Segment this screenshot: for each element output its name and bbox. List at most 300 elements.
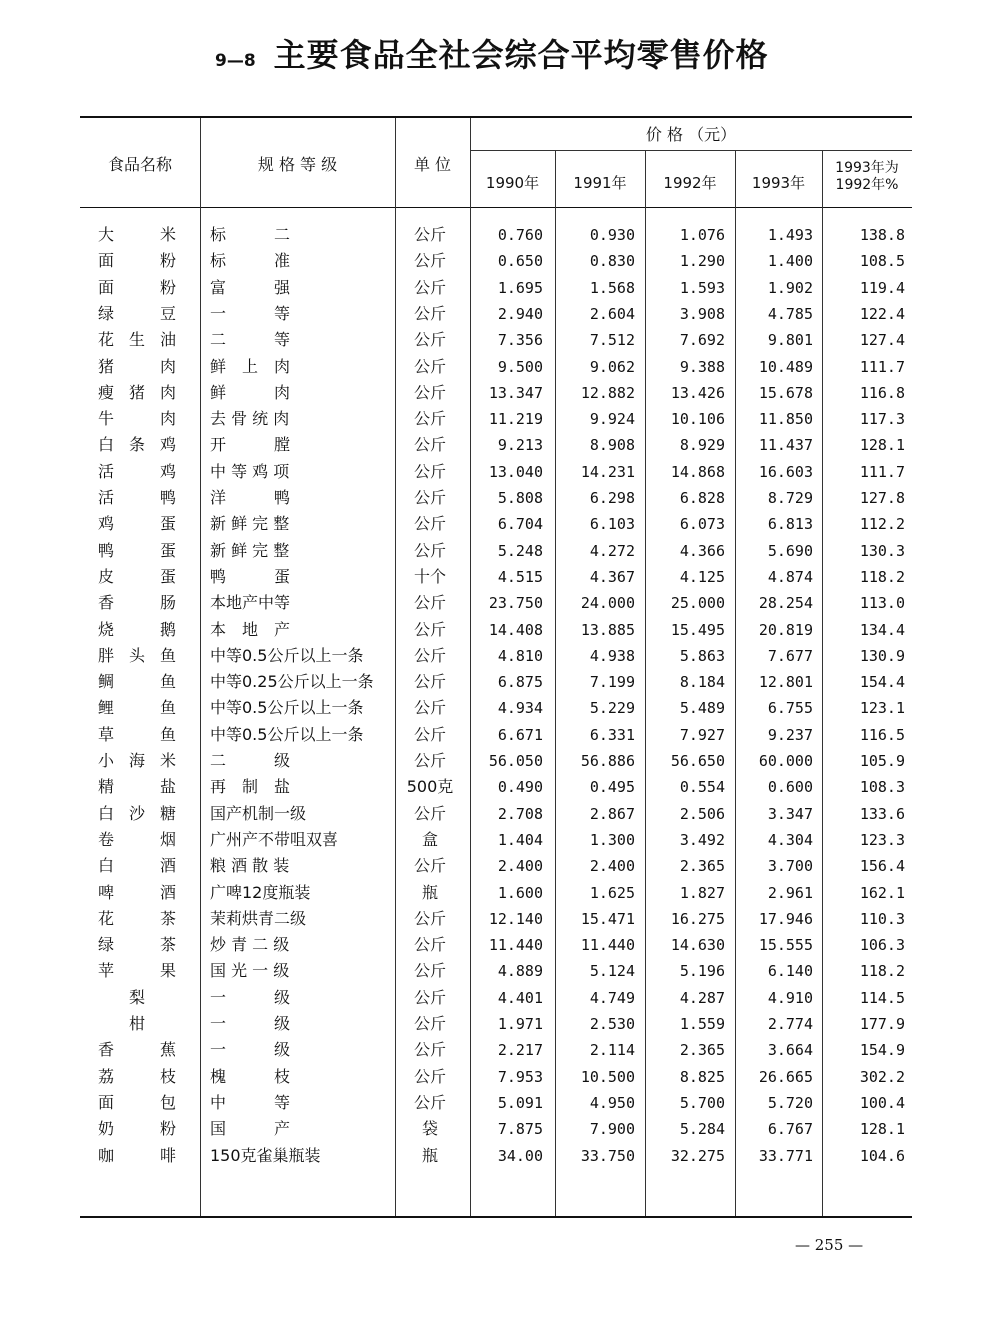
unit-cell: 公斤 [413,856,446,876]
food-name-cell: 卷 烟 [98,829,176,849]
price-1993-cell: 5.690 [767,541,813,560]
spec-cell: 标 二 [210,225,291,244]
ratio-cell: 130.9 [859,646,905,665]
table-title [215,30,835,80]
ratio-cell: 123.1 [859,699,905,718]
ratio-cell: 154.9 [859,1041,905,1060]
table-row [80,801,912,827]
price-1990-cell: 0.760 [497,226,543,244]
unit-cell: 公斤 [413,698,446,718]
price-1990-cell: 14.408 [488,620,543,639]
table-row [80,774,912,800]
price-1992-cell: 0.554 [679,778,725,797]
price-1991-cell: 24.000 [580,594,635,613]
price-1992-cell: 14.868 [670,462,725,481]
price-1993-cell: 8.729 [767,489,813,507]
ratio-cell: 119.4 [859,278,905,297]
price-1990-cell: 11.219 [488,410,543,429]
spec-cell: 洋 鸭 [210,488,291,507]
unit-cell: 公斤 [413,435,446,455]
price-1990-cell: 1.695 [497,278,543,297]
price-1993-cell: 9.801 [767,331,813,350]
food-name-cell: 草 鱼 [98,724,176,744]
table-row [80,354,912,380]
price-1992-cell: 3.908 [679,304,725,323]
food-name-cell: 皮 蛋 [98,566,176,586]
unit-cell: 公斤 [413,330,446,350]
price-1993-cell: 3.700 [767,857,813,876]
price-1991-cell: 8.908 [589,436,635,455]
price-1991-cell: 10.500 [580,1067,635,1086]
ratio-cell: 177.9 [859,1015,905,1033]
unit-cell: 公斤 [413,303,446,323]
food-name-cell: 大 米 [98,225,176,244]
ratio-cell: 116.5 [859,725,905,744]
table-row [80,853,912,879]
price-1991-cell: 2.400 [589,857,635,876]
top-rule [80,116,912,118]
ratio-cell: 110.3 [859,909,905,928]
price-1992-cell: 7.927 [679,725,725,744]
unit-cell: 公斤 [413,908,446,928]
spec-cell: 新 鲜 完 整 [210,540,290,560]
food-name-cell: 精 盐 [98,777,176,797]
table-row [80,958,912,984]
unit-cell: 公斤 [413,382,446,402]
spec-cell: 国产机制一级 [210,803,307,823]
price-1991-cell: 11.440 [580,936,635,955]
price-1993-cell: 28.254 [758,594,813,613]
ratio-cell: 112.2 [859,515,905,534]
ratio-cell: 117.3 [859,410,905,429]
ratio-cell: 128.1 [859,436,905,455]
table-row [80,301,912,327]
table-row [80,722,912,748]
unit-cell: 公斤 [413,225,446,244]
spec-cell: 槐 枝 [210,1066,291,1086]
price-1993-cell: 16.603 [758,462,813,481]
price-1992-cell: 2.365 [679,1041,725,1060]
price-1992-cell: 5.489 [679,699,725,718]
spec-cell: 鲜 上 肉 [210,356,291,376]
table-row [80,748,912,774]
spec-cell: 去 骨 统 肉 [210,409,290,429]
ratio-cell: 104.6 [859,1146,905,1165]
price-1990-cell: 0.650 [497,252,543,271]
food-name-cell: 白 条 鸡 [98,435,176,455]
food-name-cell: 胖 头 鱼 [98,645,176,665]
spec-cell: 中 等 [210,1092,291,1112]
ratio-cell: 130.3 [859,541,905,560]
table-row [80,1143,912,1169]
ratio-cell: 128.1 [859,1120,905,1139]
table-row [80,827,912,853]
price-1991-cell: 4.938 [589,646,635,665]
spec-cell: 本地产中等 [210,593,291,613]
food-name-cell: 白 酒 [98,856,176,876]
food-name-cell: 花 生 油 [98,330,176,350]
header-spec: 规 格 等 级 [257,155,338,174]
price-1991-cell: 0.930 [589,226,635,244]
price-1990-cell: 5.808 [497,489,543,507]
price-1993-cell: 3.664 [767,1041,813,1060]
header-rule [80,207,912,208]
food-name-cell: 活 鸭 [98,488,176,507]
table-row [80,459,912,485]
header-ratio-line1: 1993年为 [835,160,899,176]
table-row [80,380,912,406]
spec-cell: 富 强 [210,277,291,297]
price-1993-cell: 5.720 [767,1093,813,1112]
ratio-cell: 116.8 [859,383,905,402]
title-text: 主要食品全社会综合平均零售价格 [273,36,769,74]
table-row [80,1116,912,1142]
price-1992-cell: 3.492 [679,830,725,849]
food-name-cell: 小 海 米 [98,751,176,770]
food-name-cell: 牛 肉 [98,409,176,429]
unit-cell: 公斤 [413,803,446,823]
price-1990-cell: 9.213 [497,436,543,455]
ratio-cell: 156.4 [859,857,905,876]
price-1993-cell: 33.771 [758,1146,813,1165]
price-1990-cell: 4.934 [497,699,543,718]
price-1990-cell: 6.704 [497,515,543,534]
food-name-cell: 烧 鹅 [98,619,176,639]
price-1993-cell: 11.437 [758,436,813,455]
food-name-cell: 白 沙 糖 [98,803,176,823]
unit-cell: 公斤 [413,356,446,376]
price-1991-cell: 12.882 [580,383,635,402]
price-1992-cell: 1.559 [679,1015,725,1033]
spec-cell: 一 级 [210,987,291,1007]
spec-cell: 中等0.5公斤以上一条 [210,724,364,744]
price-1991-cell: 6.331 [589,725,635,744]
price-1992-cell: 1.827 [679,883,725,902]
food-name-cell: 奶 粉 [98,1119,176,1139]
unit-cell: 500克 [406,777,454,797]
table-row [80,327,912,353]
price-1992-cell: 8.184 [679,673,725,692]
ratio-cell: 114.5 [859,988,905,1007]
price-1990-cell: 13.347 [488,383,543,402]
price-1993-cell: 0.600 [767,778,813,797]
food-name-cell: 绿 豆 [98,303,176,323]
spec-cell: 一 级 [210,1014,291,1033]
price-1991-cell: 0.830 [589,252,635,271]
unit-cell: 公斤 [413,461,446,481]
spec-cell: 再 制 盐 [210,777,291,797]
price-1991-cell: 9.062 [589,357,635,376]
unit-cell: 公斤 [413,672,446,692]
price-1991-cell: 56.886 [580,752,635,770]
price-1991-cell: 7.900 [589,1120,635,1139]
food-name-cell: 面 包 [98,1092,176,1112]
price-1990-cell: 4.401 [497,988,543,1007]
price-1992-cell: 4.125 [679,567,725,586]
unit-cell: 公斤 [413,935,446,955]
unit-cell: 公斤 [413,1066,446,1086]
price-sub-rule [470,150,912,151]
price-1990-cell: 2.400 [497,857,543,876]
page-number: — 255 — [795,1236,864,1254]
ratio-cell: 154.4 [859,673,905,692]
header-1993: 1993年 [751,174,806,192]
ratio-cell: 127.4 [859,331,905,350]
table-number: 9—8 [215,51,256,71]
unit-cell: 袋 [421,1119,438,1139]
price-1993-cell: 1.400 [767,252,813,271]
price-1992-cell: 1.290 [679,252,725,271]
price-1990-cell: 2.708 [497,804,543,823]
table-row [80,1037,912,1063]
header-1991: 1991年 [573,174,627,192]
price-1993-cell: 6.767 [767,1120,813,1139]
price-1991-cell: 2.114 [589,1041,635,1060]
unit-cell: 公斤 [413,514,446,534]
table-row [80,275,912,301]
price-1991-cell: 4.272 [589,541,635,560]
price-1993-cell: 4.785 [767,304,813,323]
table-row [80,511,912,537]
price-1991-cell: 4.367 [589,567,635,586]
price-1993-cell: 6.813 [767,515,813,534]
table-row [80,1011,912,1037]
unit-cell: 公斤 [413,1014,446,1033]
food-name-cell: 瘦 猪 肉 [98,382,176,402]
unit-cell: 十个 [413,566,446,586]
spec-cell: 茉莉烘青二级 [210,908,307,928]
price-1992-cell: 8.929 [679,436,725,455]
ratio-cell: 123.3 [859,830,905,849]
price-1992-cell: 7.692 [679,331,725,350]
price-1991-cell: 2.604 [589,304,635,323]
price-1992-cell: 1.593 [679,278,725,297]
unit-cell: 公斤 [413,593,446,613]
header-ratio-line2: 1992年% [835,177,899,193]
food-name-cell: 香 蕉 [98,1040,176,1060]
header-ratio [822,160,912,194]
price-1990-cell: 4.889 [497,962,543,981]
ratio-cell: 106.3 [859,936,905,955]
price-1990-cell: 1.600 [497,883,543,902]
unit-cell: 盒 [421,829,438,849]
spec-cell: 中等0.5公斤以上一条 [210,645,364,665]
price-1992-cell: 5.863 [679,646,725,665]
price-1991-cell: 1.300 [589,830,635,849]
price-1991-cell: 1.568 [589,278,635,297]
price-1993-cell: 10.489 [758,357,813,376]
food-name-cell: 啤 酒 [98,882,176,902]
food-name-cell: 荔 枝 [98,1066,176,1086]
price-1990-cell: 0.490 [497,778,543,797]
table-row [80,1090,912,1116]
food-name-cell: 绿 茶 [98,935,176,955]
price-1991-cell: 4.950 [589,1093,635,1112]
price-1992-cell: 9.388 [679,357,725,376]
price-1991-cell: 6.103 [589,515,635,534]
spec-cell: 二 等 [210,330,291,350]
ratio-cell: 105.9 [859,752,905,770]
unit-cell: 公斤 [413,409,446,429]
price-1990-cell: 34.00 [497,1146,543,1165]
ratio-cell: 111.7 [859,462,905,481]
food-name-cell: 面 粉 [98,251,176,271]
unit-cell: 公斤 [413,540,446,560]
unit-cell: 公斤 [413,619,446,639]
price-1992-cell: 4.287 [679,988,725,1007]
ratio-cell: 302.2 [859,1067,905,1086]
price-1992-cell: 5.196 [679,962,725,981]
ratio-cell: 138.8 [859,226,905,244]
ratio-cell: 133.6 [859,804,905,823]
unit-cell: 公斤 [413,751,446,770]
spec-cell: 中 等 鸡 项 [210,461,290,481]
price-1991-cell: 15.471 [580,909,635,928]
price-1992-cell: 6.828 [679,489,725,507]
unit-cell: 公斤 [413,488,446,507]
price-1991-cell: 13.885 [580,620,635,639]
price-1992-cell: 4.366 [679,541,725,560]
table-row [80,985,912,1011]
spec-cell: 新 鲜 完 整 [210,514,290,534]
unit-cell: 公斤 [413,987,446,1007]
price-1993-cell: 6.140 [767,962,813,981]
table-row [80,432,912,458]
ratio-cell: 108.5 [859,252,905,271]
price-1993-cell: 11.850 [758,410,813,429]
price-1991-cell: 9.924 [589,410,635,429]
price-1992-cell: 32.275 [670,1146,725,1165]
price-1992-cell: 2.365 [679,857,725,876]
price-1991-cell: 0.495 [589,778,635,797]
price-1992-cell: 25.000 [670,594,725,613]
table-row [80,695,912,721]
ratio-cell: 113.0 [859,594,905,613]
price-1993-cell: 20.819 [758,620,813,639]
price-1992-cell: 56.650 [670,752,725,770]
price-1993-cell: 17.946 [758,909,813,928]
price-1992-cell: 14.630 [670,936,725,955]
ratio-cell: 100.4 [859,1093,905,1112]
table-row [80,1064,912,1090]
unit-cell: 公斤 [413,961,446,981]
price-1993-cell: 12.801 [758,673,813,692]
spec-cell: 中等0.25公斤以上一条 [210,672,374,692]
price-1992-cell: 5.700 [679,1093,725,1112]
price-1993-cell: 2.961 [767,883,813,902]
food-name-cell: 鲷 鱼 [98,672,176,692]
price-1992-cell: 10.106 [670,410,725,429]
price-1990-cell: 23.750 [488,594,543,613]
ratio-cell: 162.1 [859,883,905,902]
price-1990-cell: 2.217 [497,1041,543,1060]
food-name-cell: 鲤 鱼 [98,698,176,718]
price-1992-cell: 1.076 [679,226,725,244]
spec-cell: 150克雀巢瓶装 [210,1145,321,1165]
unit-cell: 公斤 [413,277,446,297]
ratio-cell: 111.7 [859,357,905,376]
price-1990-cell: 7.356 [497,331,543,350]
price-1990-cell: 7.875 [497,1120,543,1139]
unit-cell: 公斤 [413,1040,446,1060]
table-row [80,880,912,906]
price-1993-cell: 1.902 [767,278,813,297]
price-1992-cell: 16.275 [670,909,725,928]
spec-cell: 粮 酒 散 装 [210,856,290,876]
table-row [80,932,912,958]
table-row [80,248,912,274]
ratio-cell: 108.3 [859,778,905,797]
header-1990: 1990年 [485,174,540,192]
price-1991-cell: 5.229 [589,699,635,718]
food-name-cell: 苹 果 [98,961,176,981]
spec-cell: 广州产不带咀双喜 [210,829,339,849]
ratio-cell: 127.8 [859,489,905,507]
bottom-rule [80,1216,912,1218]
header-1992: 1992年 [663,174,717,192]
price-1990-cell: 12.140 [488,909,543,928]
price-1993-cell: 26.665 [758,1067,813,1086]
spec-cell: 一 级 [210,1040,291,1060]
table-row [80,590,912,616]
price-1992-cell: 8.825 [679,1067,725,1086]
table-row [80,564,912,590]
price-1991-cell: 6.298 [589,489,635,507]
unit-cell: 公斤 [413,1092,446,1112]
table-row [80,906,912,932]
price-1990-cell: 6.875 [497,673,543,692]
header-price: 价 格 （元） [645,125,737,144]
price-1991-cell: 1.625 [589,883,635,902]
price-1990-cell: 11.440 [488,936,543,955]
spec-cell: 国 产 [210,1119,291,1139]
price-1991-cell: 4.749 [589,988,635,1007]
price-1992-cell: 13.426 [670,383,725,402]
food-name-cell: 鸡 蛋 [98,514,176,534]
spec-cell: 中等0.5公斤以上一条 [210,698,364,718]
price-1991-cell: 14.231 [580,462,635,481]
price-1990-cell: 6.671 [497,725,543,744]
food-name-cell: 活 鸡 [98,461,176,481]
spec-cell: 一 等 [210,303,291,323]
food-name-cell: 花 茶 [98,908,176,928]
price-1990-cell: 4.810 [497,646,543,665]
unit-cell: 公斤 [413,724,446,744]
table-row [80,406,912,432]
spec-cell: 二 级 [210,751,291,770]
price-1990-cell: 56.050 [488,752,543,770]
price-1990-cell: 9.500 [497,357,543,376]
price-1991-cell: 7.199 [589,673,635,692]
unit-cell: 公斤 [413,645,446,665]
price-1992-cell: 5.284 [679,1120,725,1139]
ratio-cell: 118.2 [859,962,905,981]
food-name-cell: 香 肠 [98,593,176,613]
price-1993-cell: 60.000 [758,752,813,770]
price-1993-cell: 1.493 [767,226,813,244]
food-name-cell: 鸭 蛋 [98,540,176,560]
food-name-cell: 咖 啡 [98,1145,176,1165]
price-1991-cell: 2.867 [589,804,635,823]
price-1993-cell: 4.304 [767,830,813,849]
table-row [80,617,912,643]
price-1990-cell: 2.940 [497,304,543,323]
price-1990-cell: 1.404 [497,830,543,849]
price-1991-cell: 7.512 [589,331,635,350]
spec-cell: 炒 青 二 级 [210,935,290,955]
food-name-cell: 梨 [128,987,145,1007]
spec-cell: 鲜 肉 [210,382,291,402]
